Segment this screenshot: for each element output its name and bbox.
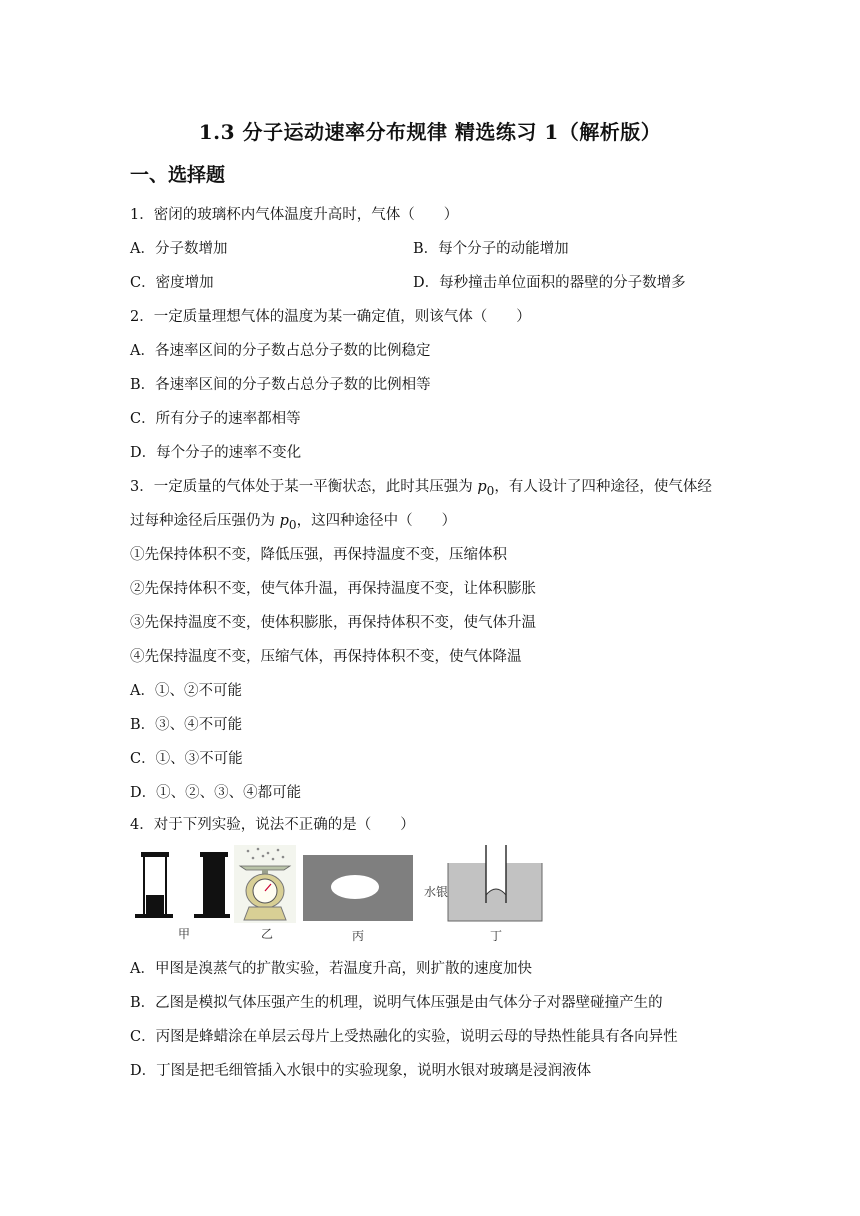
q4-option-d: D．丁图是把毛细管插入水银中的实验现象，说明水银对玻璃是浸润液体 [130, 1063, 592, 1079]
figure-yi-scale [234, 845, 296, 923]
q4-option-a: A．甲图是溴蒸气的扩散实验，若温度升高，则扩散的速度加快 [130, 961, 532, 977]
q1-option-a: A．分子数增加 [130, 241, 228, 257]
figure-ding-capillary [446, 845, 544, 923]
figure-bing-label: 丙 [352, 929, 365, 943]
q2-option-c: C．所有分子的速率都相等 [130, 411, 301, 427]
experiment-figures [130, 845, 550, 945]
q1-option-b: B．每个分子的动能增加 [413, 241, 569, 257]
q3-process-3: ③先保持温度不变，使体积膨胀，再保持体积不变，使气体升温 [130, 615, 536, 631]
figure-bing-mica [303, 855, 413, 921]
q4-option-b: B．乙图是模拟气体压强产生的机理，说明气体压强是由气体分子对器壁碰撞产生的 [130, 995, 663, 1011]
q3-stem-text: ，有人设计了四种途径，使气体经 [494, 479, 712, 495]
q3-option-b: B．③、④不可能 [130, 717, 243, 733]
pressure-subscript: 0 [288, 517, 297, 532]
q3-option-d: D．①、②、③、④都可能 [130, 785, 302, 801]
figure-jia-label: 甲 [178, 927, 191, 941]
q3-process-4: ④先保持温度不变，压缩气体，再保持体积不变，使气体降温 [130, 649, 522, 665]
q3-stem-line1 [130, 475, 712, 498]
pressure-subscript: 0 [486, 483, 495, 498]
section-heading: 一、选择题 [130, 164, 226, 186]
pressure-symbol: p [477, 479, 487, 495]
figure-jia-cylinders [130, 845, 230, 925]
page-title: 1.3 分子运动速率分布规律 精选练习 1（解析版） [198, 120, 662, 144]
q3-stem-line2 [130, 509, 456, 532]
figure-yi-label: 乙 [261, 927, 274, 941]
q2-option-d: D．每个分子的速率不变化 [130, 445, 302, 461]
figure-ding-label: 丁 [490, 929, 503, 943]
q1-stem: 1．密闭的玻璃杯内气体温度升高时，气体（ ） [130, 207, 459, 223]
mercury-label: 水银 [424, 885, 449, 899]
q3-process-2: ②先保持体积不变，使气体升温，再保持温度不变，让体积膨胀 [130, 581, 536, 597]
q4-stem: 4．对于下列实验，说法不正确的是（ ） [130, 817, 415, 833]
pressure-symbol: p [279, 513, 289, 529]
q3-process-1: ①先保持体积不变，降低压强，再保持温度不变，压缩体积 [130, 547, 507, 563]
q1-option-c: C．密度增加 [130, 275, 214, 291]
q2-option-b: B．各速率区间的分子数占总分子数的比例相等 [130, 377, 431, 393]
q2-stem: 2．一定质量理想气体的温度为某一确定值，则该气体（ ） [130, 309, 531, 325]
q1-option-d: D．每秒撞击单位面积的器壁的分子数增多 [413, 275, 686, 291]
q3-option-c: C．①、③不可能 [130, 751, 243, 767]
q2-option-a: A．各速率区间的分子数占总分子数的比例稳定 [130, 343, 431, 359]
q3-option-a: A．①、②不可能 [130, 683, 242, 699]
q3-stem-text: 过每种途径后压强仍为 [130, 513, 280, 529]
q3-stem-text: ，这四种途径中（ ） [296, 513, 457, 529]
q4-option-c: C．丙图是蜂蜡涂在单层云母片上受热融化的实验，说明云母的导热性能具有各向异性 [130, 1029, 678, 1045]
q3-stem-text: 3．一定质量的气体处于某一平衡状态，此时其压强为 [130, 479, 478, 495]
